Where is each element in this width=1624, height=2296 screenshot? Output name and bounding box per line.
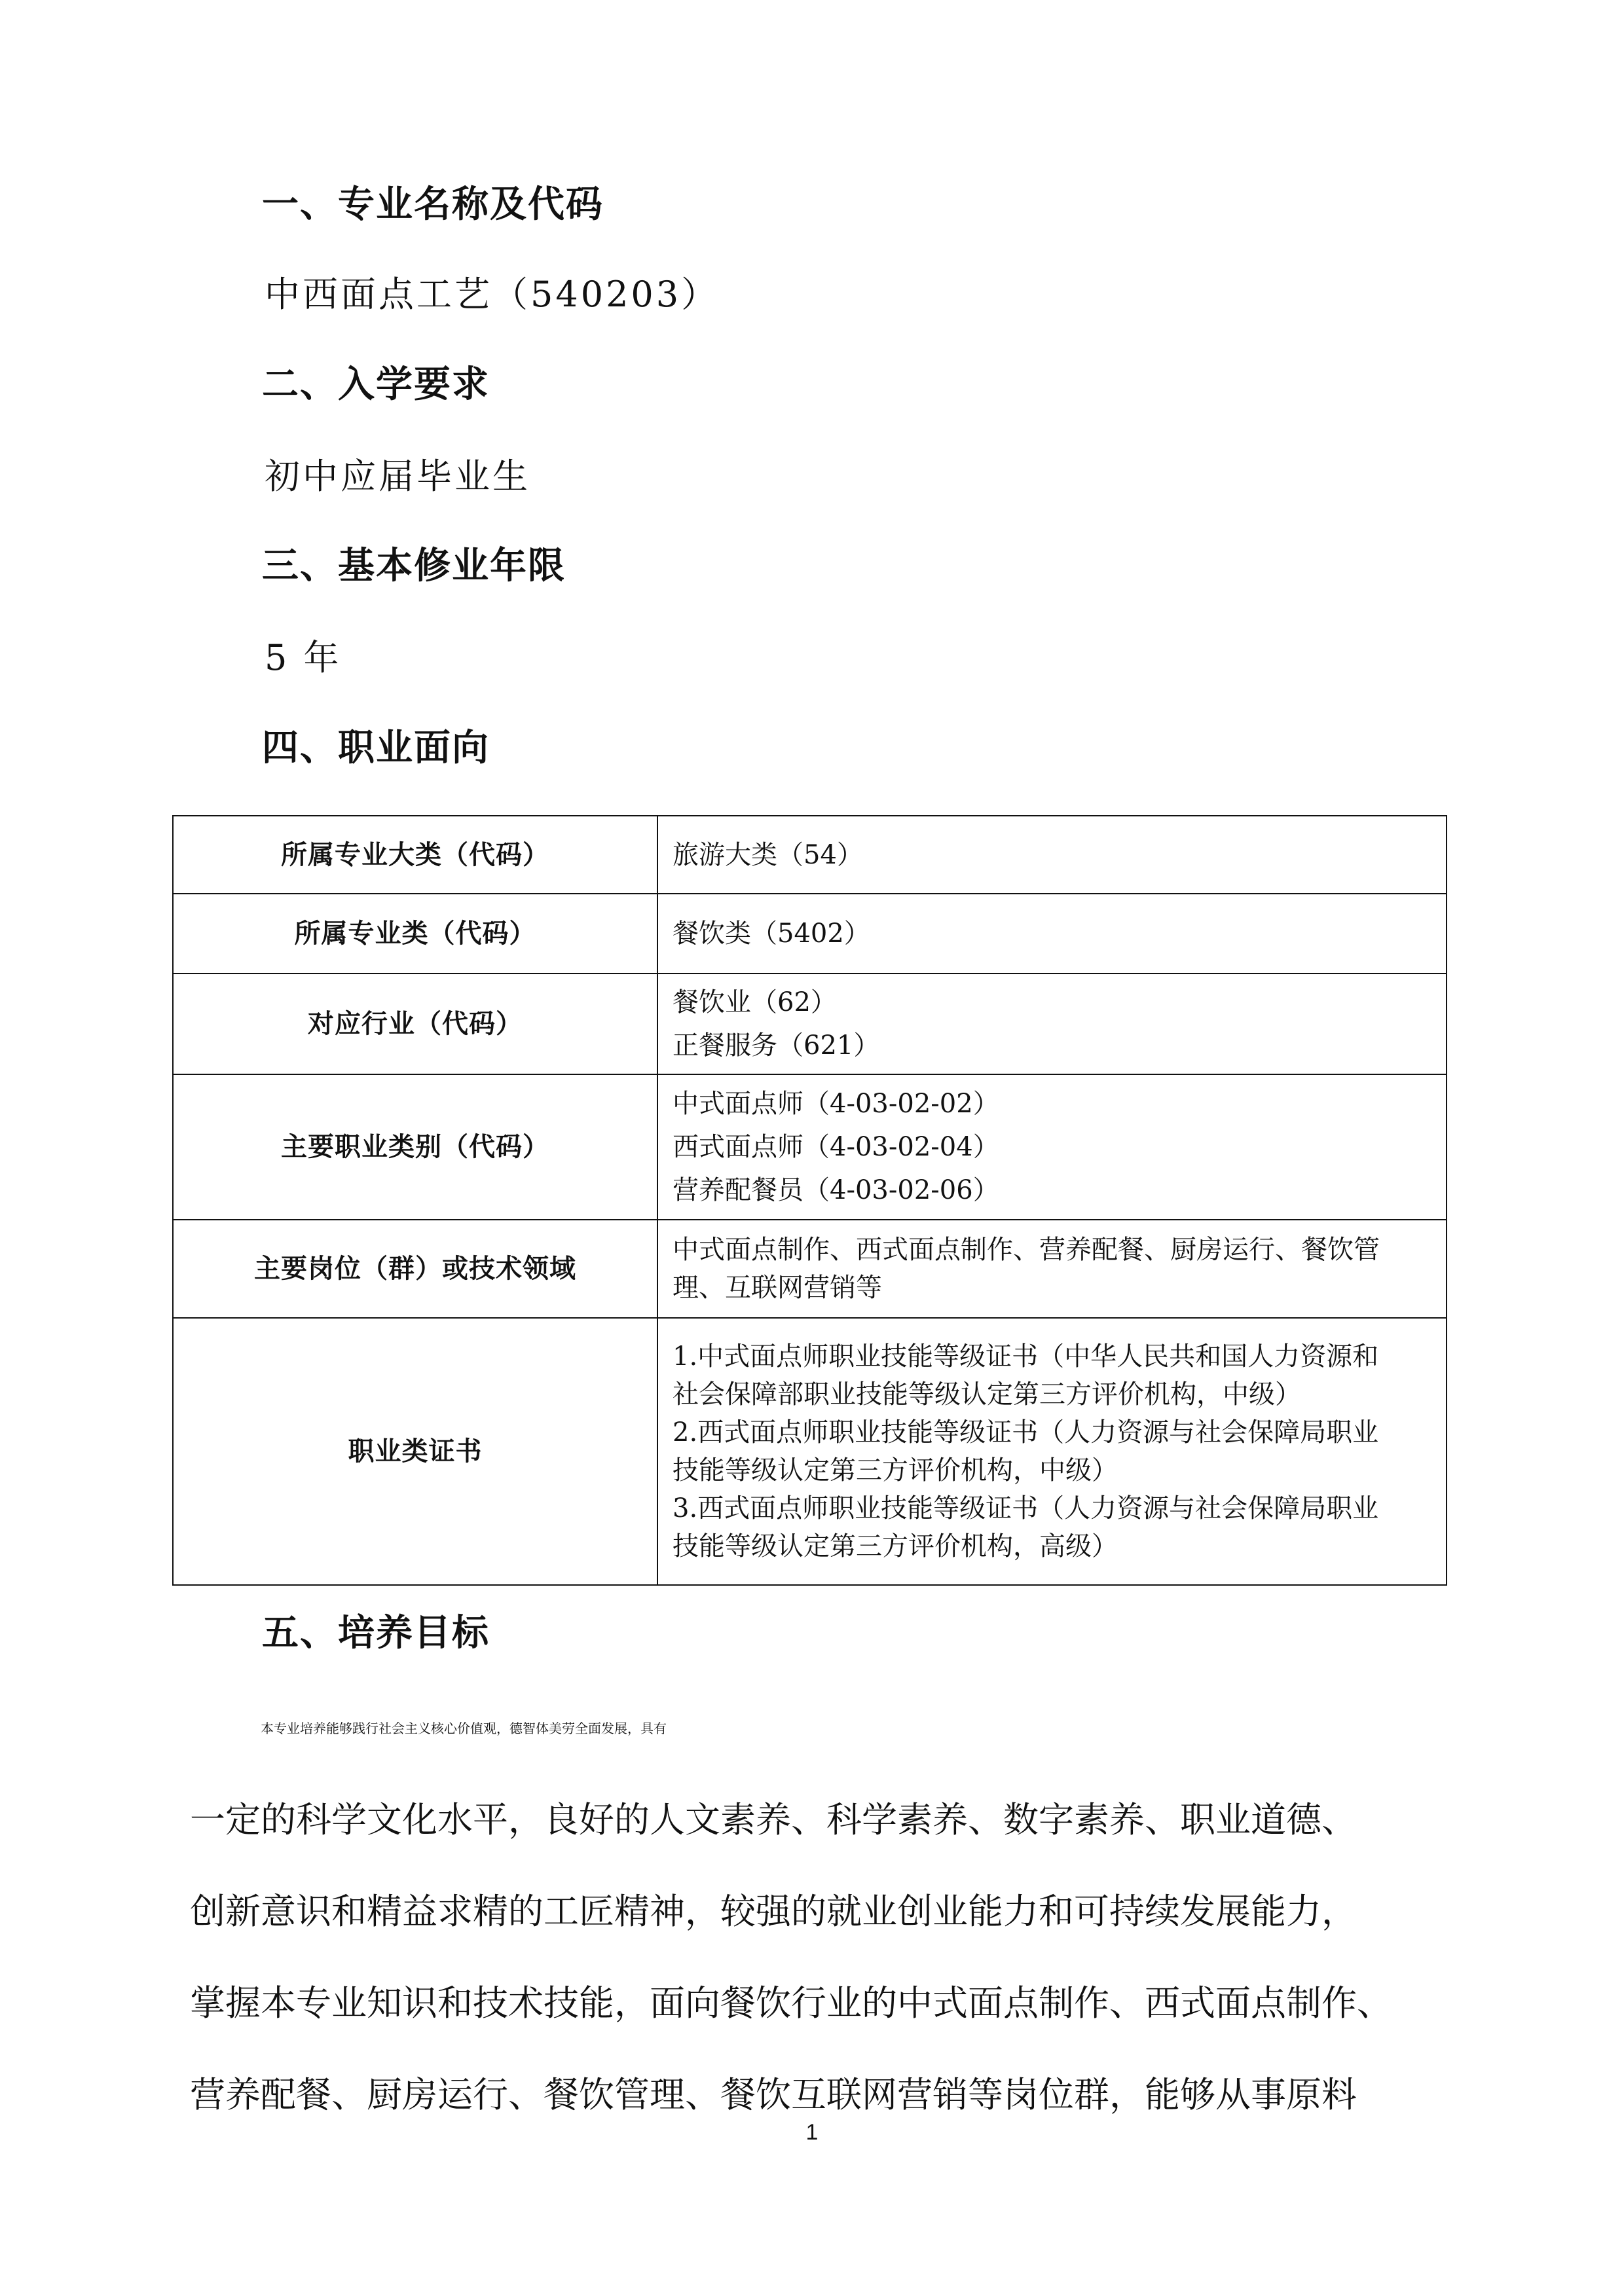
row-value — [657, 1074, 1447, 1220]
value-line: 营养配餐员（4-03-02-06） — [673, 1175, 999, 1205]
paragraph-line: 掌握本专业知识和技术技能，面向餐饮行业的中式面点制作、西式面点制作、 — [190, 1982, 1392, 2024]
table-row — [173, 1074, 1447, 1220]
table-row — [173, 894, 1447, 974]
value-line: 社会保障部职业技能等级认定第三方评价机构，中级） — [673, 1379, 1301, 1410]
paragraph-line: 创新意识和精益求精的工匠精神，较强的就业创业能力和可持续发展能力， — [190, 1891, 1357, 1932]
row-value — [657, 894, 1447, 974]
value-line: 餐饮业（62） — [673, 987, 837, 1017]
paragraph-line: 本专业培养能够践行社会主义核心价值观，德智体美劳全面发展，具有 — [261, 1721, 667, 1736]
value-line: 中式面点制作、西式面点制作、营养配餐、厨房运行、餐饮管 — [673, 1235, 1380, 1265]
row-value — [657, 816, 1447, 894]
page-number: 1 — [805, 2120, 819, 2145]
row-label: 职业类证书 — [173, 1318, 657, 1585]
major-name-and-code: 中西面点工艺（540203） — [265, 274, 720, 315]
value-line: 1.中式面点师职业技能等级证书（中华人民共和国人力资源和 — [673, 1341, 1379, 1372]
career-orientation-table — [172, 815, 1447, 1586]
study-duration: 5 年 — [265, 637, 342, 678]
value-line: 3.西式面点师职业技能等级证书（人力资源与社会保障局职业 — [673, 1493, 1379, 1523]
section-heading-2: 二、入学要求 — [262, 363, 490, 406]
row-value — [657, 1318, 1447, 1585]
row-label: 所属专业类（代码） — [173, 894, 657, 974]
table-row — [173, 816, 1447, 894]
table-row — [173, 1318, 1447, 1585]
table-row — [173, 974, 1447, 1074]
row-label: 主要岗位（群）或技术领域 — [173, 1220, 657, 1318]
section-heading-1: 一、专业名称及代码 — [262, 183, 604, 226]
value-line: 理、互联网营销等 — [673, 1273, 882, 1303]
row-label: 主要职业类别（代码） — [173, 1074, 657, 1220]
value-line: 技能等级认定第三方评价机构，中级） — [673, 1455, 1118, 1485]
paragraph-line: 营养配餐、厨房运行、餐饮管理、餐饮互联网营销等岗位群，能够从事原料 — [190, 2074, 1357, 2115]
value-line: 2.西式面点师职业技能等级证书（人力资源与社会保障局职业 — [673, 1417, 1379, 1448]
value-line: 技能等级认定第三方评价机构，高级） — [673, 1531, 1118, 1561]
section-heading-5: 五、培养目标 — [262, 1612, 490, 1654]
value-line: 旅游大类（54） — [673, 839, 863, 870]
paragraph-line: 一定的科学文化水平，良好的人文素养、科学素养、数字素养、职业道德、 — [190, 1799, 1357, 1840]
value-line: 中式面点师（4-03-02-02） — [673, 1089, 999, 1119]
training-objective-paragraph — [190, 1683, 1441, 2141]
row-value — [657, 1220, 1447, 1318]
row-label: 所属专业大类（代码） — [173, 816, 657, 894]
row-label: 对应行业（代码） — [173, 974, 657, 1074]
admission-requirement: 初中应届毕业生 — [265, 456, 530, 497]
value-line: 西式面点师（4-03-02-04） — [673, 1132, 999, 1162]
row-value — [657, 974, 1447, 1074]
value-line: 正餐服务（621） — [673, 1030, 880, 1061]
section-heading-4: 四、职业面向 — [262, 727, 490, 769]
table-row — [173, 1220, 1447, 1318]
section-heading-3: 三、基本修业年限 — [262, 545, 566, 587]
value-line: 餐饮类（5402） — [673, 919, 870, 949]
